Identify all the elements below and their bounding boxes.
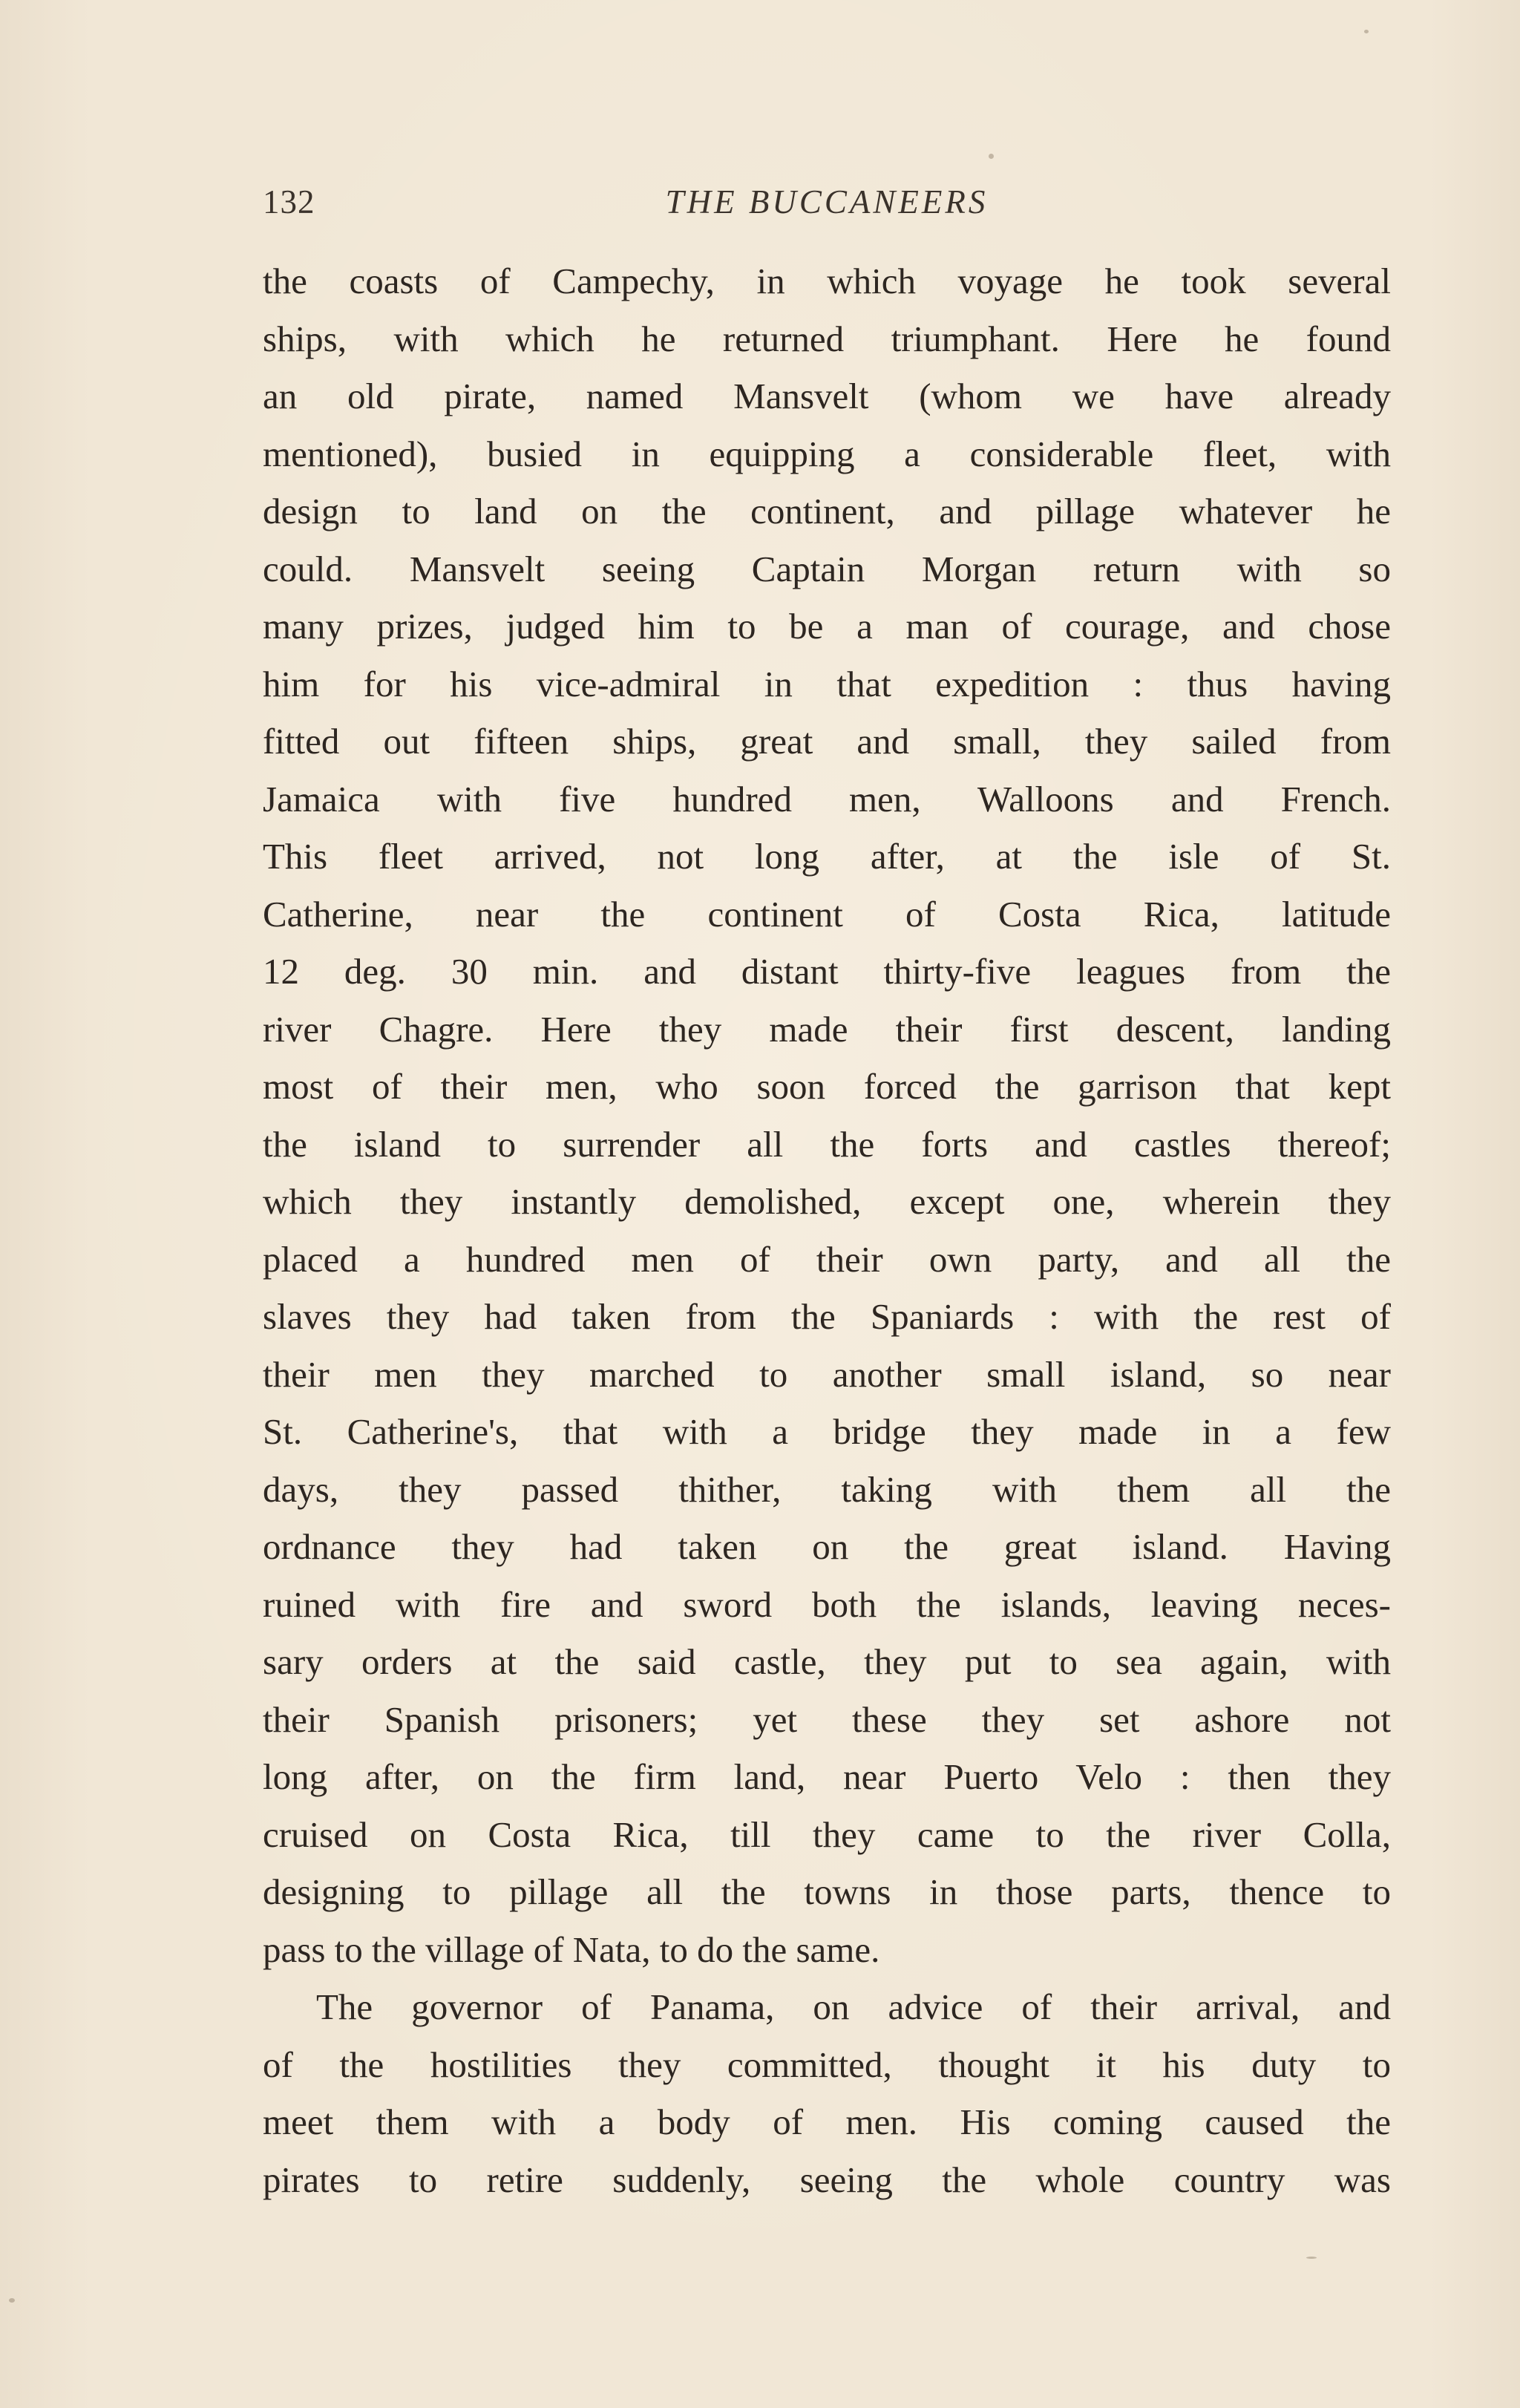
text-line: placed a hundred men of their own party, and all the	[263, 1238, 1391, 1280]
paper-speck	[1364, 30, 1369, 33]
paragraph-last-line: pass to the village of Nata, to do the same.	[263, 1928, 880, 1970]
page-number: 132	[263, 183, 315, 220]
paper-speck	[9, 2298, 15, 2303]
text-line: of the hostilities they committed, thought it his duty to	[263, 2044, 1391, 2085]
text-line: their men they marched to another small island, so near	[263, 1353, 1391, 1395]
text-line: sary orders at the said castle, they put to sea again, with	[263, 1641, 1391, 1682]
page-header	[263, 183, 1391, 227]
text-line: 12 deg. 30 min. and distant thirty-five leagues from the	[263, 951, 1391, 992]
paragraph-first-line: The governor of Panama, on advice of their arrival, and	[316, 1986, 1391, 2027]
text-line: Catherine, near the continent of Costa Rica, latitude	[263, 893, 1391, 935]
text-line: could. Mansvelt seeing Captain Morgan return with so	[263, 548, 1391, 589]
text-line: their Spanish prisoners; yet these they set ashore not	[263, 1698, 1391, 1740]
text-line: ships, with which he returned triumphant. Here he found	[263, 318, 1391, 359]
paper-speck	[989, 154, 994, 159]
text-line: ordnance they had taken on the great island. Having	[263, 1526, 1391, 1567]
text-line: fitted out fifteen ships, great and small, they sailed from	[263, 721, 1391, 762]
text-line: long after, on the firm land, near Puerto Velo : then they	[263, 1756, 1391, 1797]
text-line: many prizes, judged him to be a man of courage, and chose	[263, 606, 1391, 647]
body-text	[263, 252, 1391, 2208]
text-line: most of their men, who soon forced the garrison that kept	[263, 1066, 1391, 1107]
text-line: pirates to retire suddenly, seeing the whole country was	[263, 2159, 1391, 2200]
text-line: river Chagre. Here they made their first descent, landing	[263, 1008, 1391, 1050]
text-line: the coasts of Campechy, in which voyage he took several	[263, 261, 1391, 301]
text-line: days, they passed thither, taking with them all the	[263, 1468, 1391, 1510]
text-line: designing to pillage all the towns in those parts, thence to	[263, 1871, 1391, 1912]
text-line: ruined with fire and sword both the islands, leaving neces-	[263, 1583, 1391, 1625]
text-line: St. Catherine's, that with a bridge they made in a few	[263, 1411, 1391, 1452]
text-line: which they instantly demolished, except one, wherein they	[263, 1181, 1391, 1222]
text-line: meet them with a body of men. His coming caused the	[263, 2101, 1391, 2142]
paper-speck	[1306, 2257, 1317, 2259]
text-line: the island to surrender all the forts and castles thereof;	[263, 1123, 1391, 1165]
text-line: him for his vice-admiral in that expedition : thus having	[263, 663, 1391, 704]
text-line: design to land on the continent, and pillage whatever he	[263, 491, 1391, 531]
running-title: THE BUCCANEERS	[665, 183, 989, 220]
text-line: cruised on Costa Rica, till they came to the river Colla,	[263, 1813, 1391, 1855]
text-line: This fleet arrived, not long after, at the isle of St.	[263, 836, 1391, 877]
text-line: slaves they had taken from the Spaniards : with the rest of	[263, 1296, 1391, 1337]
text-line: an old pirate, named Mansvelt (whom we have already	[263, 376, 1391, 416]
text-line: Jamaica with five hundred men, Walloons and French.	[263, 778, 1391, 819]
text-line: mentioned), busied in equipping a considerable fleet, with	[263, 433, 1391, 474]
